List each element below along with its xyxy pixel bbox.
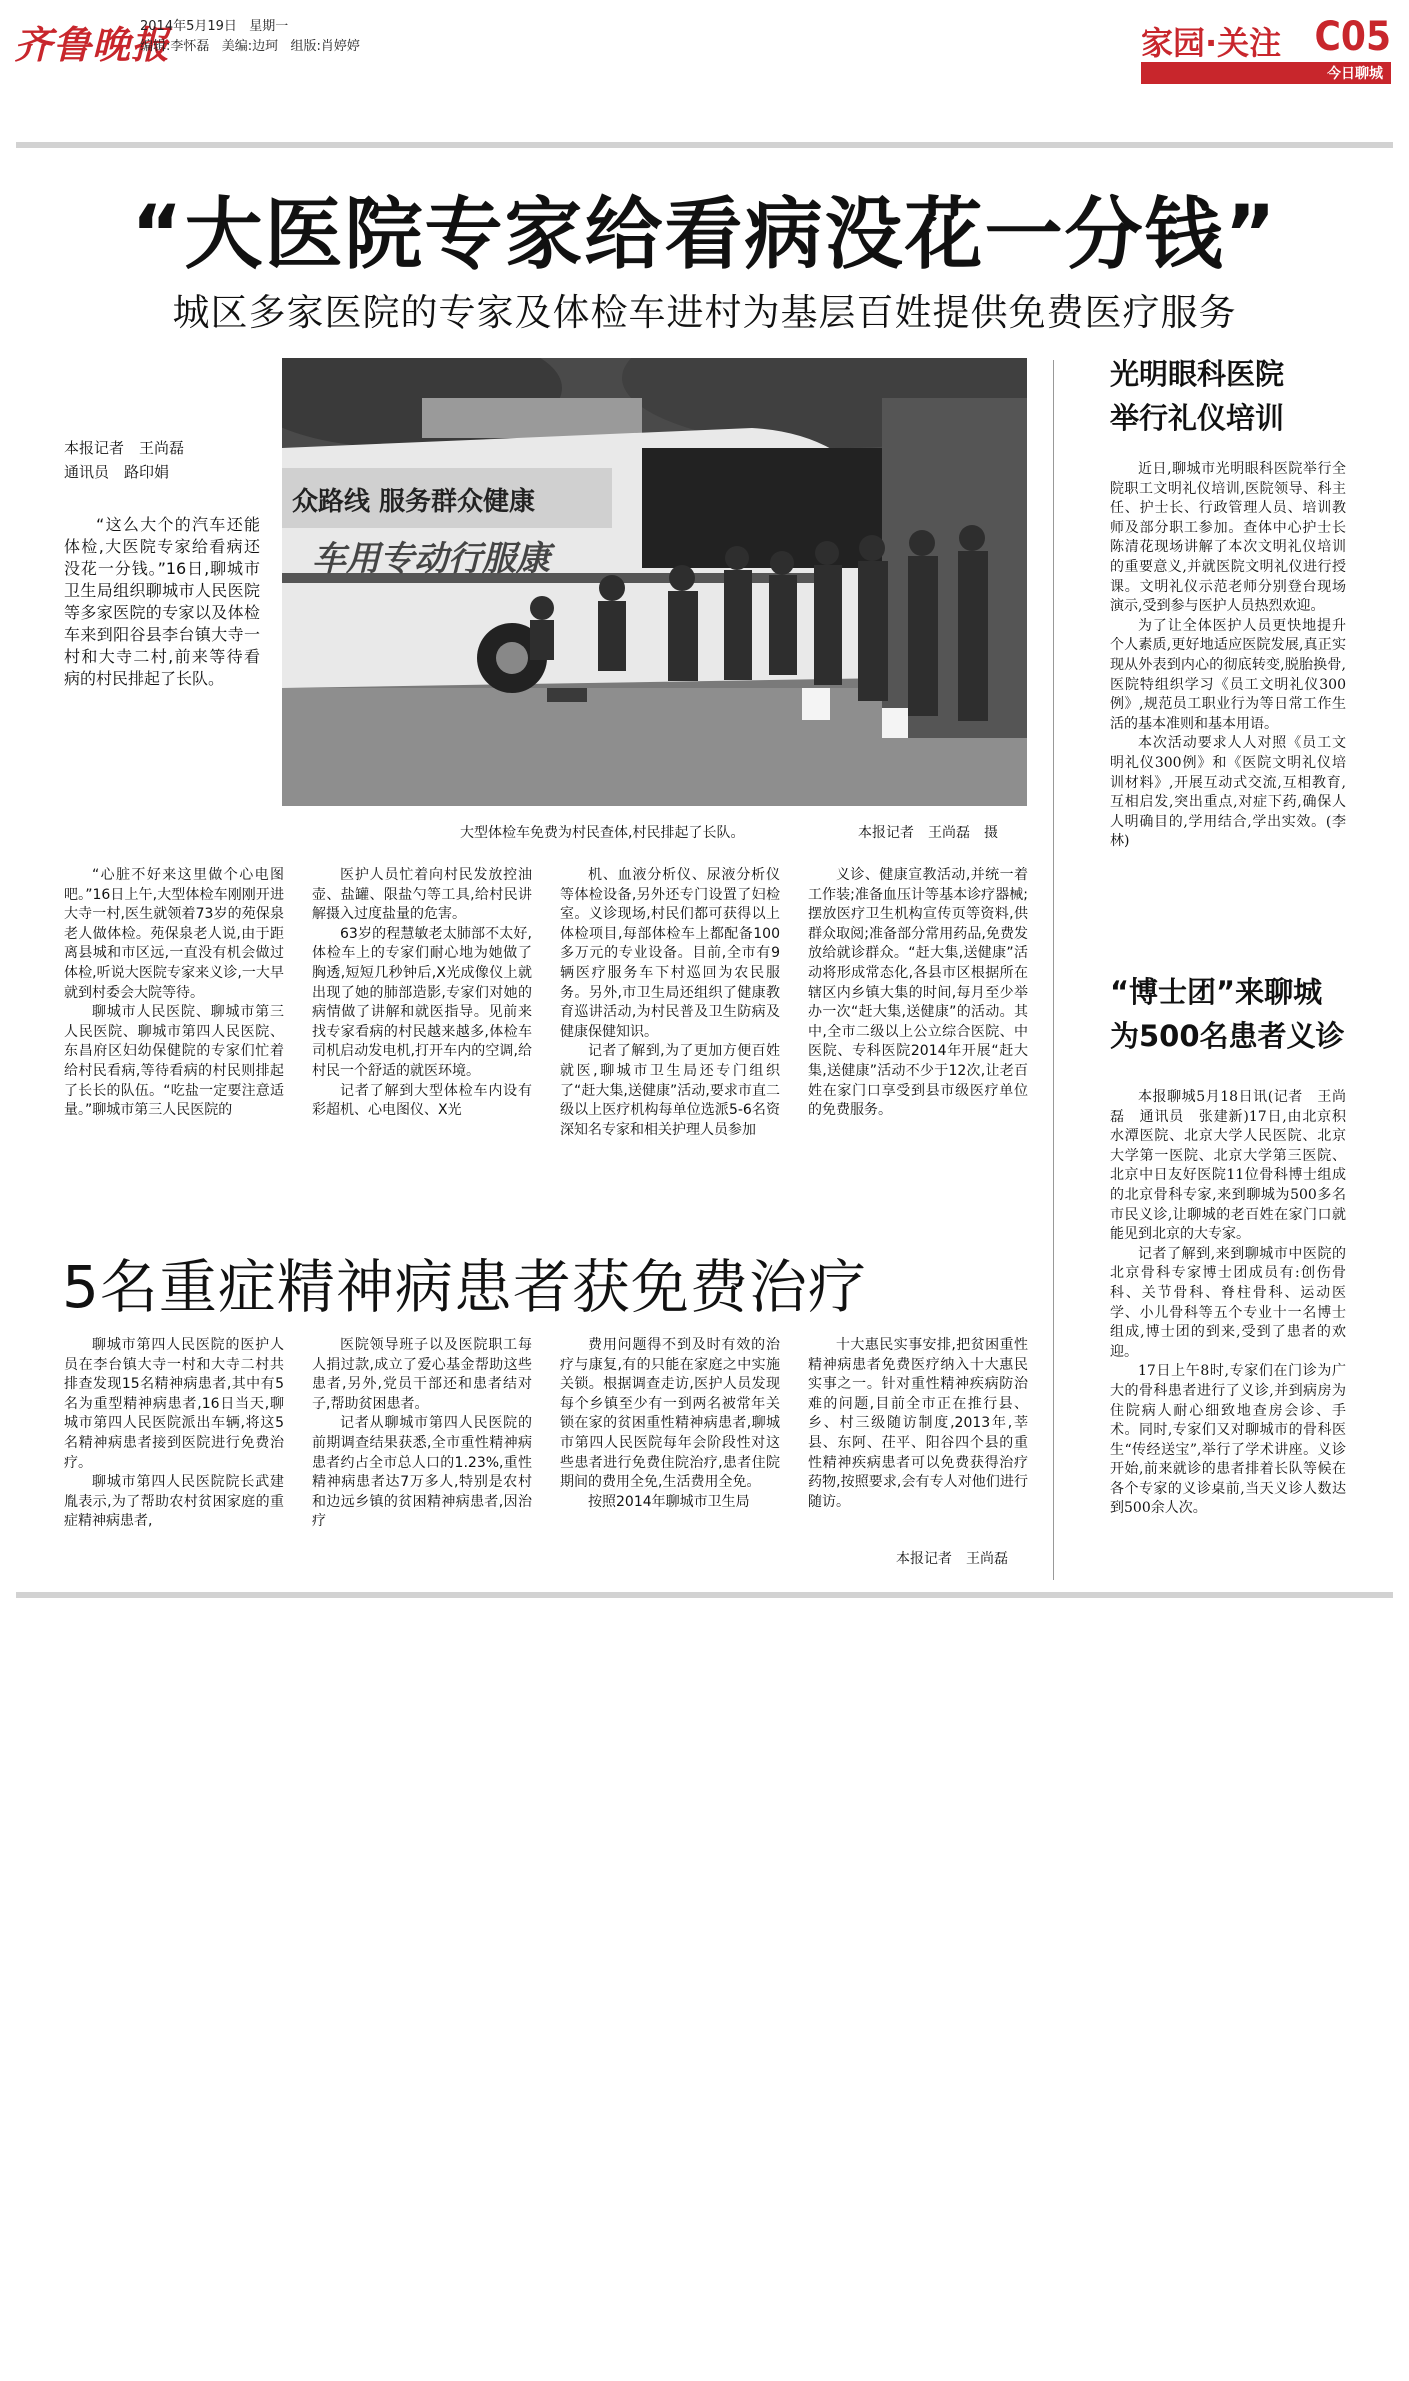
paragraph: 记者从聊城市第四人民医院的前期调查结果获悉,全市重性精神病患者约占全市总人口的1.23%,重性精神病患者达7万多人,特别是农村和边远乡镇的贫困精神病患者,因治疗 <box>312 1415 532 1530</box>
paragraph: 63岁的程慧敏老太肺部不太好,体检车上的专家们耐心地为她做了胸透,短短几秒钟后,X光成像仪上就出现了她的肺部造影,专家们对她的病情做了讲解和就医指导。见前来找专家看病的村民越来越多,体检车司机启动发电机,打开车内的空调,给村民一个舒适的就医环境。 <box>312 925 532 1079</box>
paragraph: 医护人员忙着向村民发放控油壶、盐罐、限盐勺等工具,给村民讲解摄入过度盐量的危害。 <box>312 867 532 923</box>
column-divider <box>1053 360 1054 1580</box>
date-line: 2014年5月19日 星期一 <box>140 19 289 34</box>
sidebar2-body <box>1110 1088 1346 1519</box>
bus-side-text: 车用专动行服康 <box>312 539 550 579</box>
paragraph: 聊城市第四人民医院院长武建胤表示,为了帮助农村贫困家庭的重症精神病患者, <box>64 1474 284 1530</box>
sidebar2-title <box>1110 970 1345 1058</box>
sidebar1-title-line2: 举行礼仪培训 <box>1110 401 1285 435</box>
paragraph: 记者了解到,为了更加方便百姓就医,聊城市卫生局还专门组织了“赶大集,送健康”活动,要求市直二级以上医疗机构每单位选派5-6名资深知名专家和相关护理人员参加 <box>560 1043 780 1138</box>
paragraph: 本报聊城5月18日讯(记者 王尚磊 通讯员 张建新)17日,由北京积水潭医院、北京大学人民医院、北京大学第一医院、北京大学第三医院、北京中日友好医院11位骨科博士组成的北京骨科专家,来到聊城为500多名市民义诊,让聊城的老百姓在家门口就能见到北京的大专家。 <box>1110 1089 1346 1243</box>
article2-credit: 本报记者 王尚磊 <box>896 1551 1008 1567</box>
section-title: 家园·关注 <box>1141 24 1282 62</box>
article1-column-1 <box>64 866 284 1121</box>
sidebar1-title-line1: 光明眼科医院 <box>1110 357 1285 391</box>
article-lead <box>64 514 260 690</box>
paragraph: 医院领导班子以及医院职工每人捐过款,成立了爱心基金帮助这些患者,另外,党员干部还和患者结对子,帮助贫困患者。 <box>312 1337 532 1412</box>
lead-paragraph: “这么大个的汽车还能体检,大医院专家给看病还没花一分钱。”16日,聊城市卫生局组织聊城市人民医院等多家医院的专家以及体检车来到阳谷县李台镇大寺一村和大寺二村,前来等待看病的村民排起了长队。 <box>64 515 260 688</box>
byline-correspondent: 通讯员 路印娟 <box>64 463 170 481</box>
article1-column-3 <box>560 866 780 1140</box>
paragraph: 聊城市人民医院、聊城市第三人民医院、聊城市第四人民医院、东昌府区妇幼保健院的专家们忙着给村民看病,等待看病的村民则排起了长长的队伍。“吃盐一定要注意适量。”聊城市第三人民医院的 <box>64 1004 284 1119</box>
staff-line: 编辑:李怀磊 美编:边珂 组版:肖婷婷 <box>140 39 360 54</box>
paragraph: 记者了解到,来到聊城市中医院的北京骨科专家博士团成员有:创伤骨科、关节骨科、脊柱骨科、运动医学、小儿骨科等五个专业十一名博士组成,博士团的到来,受到了患者的欢迎。 <box>1110 1245 1346 1360</box>
paragraph: 聊城市第四人民医院的医护人员在李台镇大寺一村和大寺二村共排查发现15名精神病患者,其中有5名为重型精神病患者,16日当天,聊城市第四人民医院派出车辆,将这5名精神病患者接到医院进行免费治疗。 <box>64 1337 284 1471</box>
bus-banner-text: 众路线 服务群众健康 <box>292 487 536 517</box>
sidebar2-title-line1: “博士团”来聊城 <box>1110 975 1323 1009</box>
page-subheadline: 城区多家医院的专家及体检车进村为基层百姓提供免费医疗服务 <box>172 291 1237 334</box>
top-rule <box>16 142 1393 148</box>
bus-photo-illustration <box>282 358 1027 806</box>
paragraph: “心脏不好来这里做个心电图吧。”16日上午,大型体检车刚刚开进大寺一村,医生就领着73岁的苑保泉老人做体检。苑保泉老人说,由于距离县城和市区远,一直没有机会做过体检,听说大医院专家来义诊,一大早就到村委会大院等待。 <box>64 867 284 1001</box>
sidebar1-title <box>1110 352 1284 440</box>
byline <box>64 436 184 484</box>
paragraph: 义诊、健康宣教活动,并统一着工作装;准备血压计等基本诊疗器械;摆放医疗卫生机构宣传页等资料,供群众取阅;准备部分常用药品,免费发放给就诊群众。“赶大集,送健康”活动将形成常态化,各县市区根据所在辖区内乡镇大集的时间,每月至少举办一次“赶大集,送健康”的活动。其中,全市二级以上公立综合医院、中医院、专科医院2014年开展“赶大集,送健康”活动不少于12次,让老百姓在家门口享受到县市级医疗单位的免费服务。 <box>808 867 1028 1119</box>
article2-column-1 <box>64 1336 284 1532</box>
article1-column-4 <box>808 866 1028 1121</box>
paragraph: 费用问题得不到及时有效的治疗与康复,有的只能在家庭之中实施关锁。根据调查走访,医护人员发现每个乡镇至少有一到两名被常年关锁在家的贫困重性精神病患者,聊城市第四人民医院每年会阶段性对这些患者进行免费住院治疗,患者住院期间的费用全免,生活费用全免。 <box>560 1337 780 1491</box>
paragraph: 按照2014年聊城市卫生局 <box>588 1493 750 1510</box>
sidebar2-title-line2: 为500名患者义诊 <box>1110 1019 1345 1053</box>
article2-column-2 <box>312 1336 532 1532</box>
paragraph: 十大惠民实事安排,把贫困重性精神病患者免费医疗纳入十大惠民实事之一。针对重性精神疾病防治难的问题,目前全市正在推行县、乡、村三级随访制度,2013年,莘县、东阿、茌平、阳谷四个县的重性精神疾病患者可以免费获得治疗药物,按照要求,会有专人对他们进行随访。 <box>808 1337 1028 1510</box>
paragraph: 本次活动要求人人对照《员工文明礼仪300例》和《医院文明礼仪培训材料》,开展互动式交流,互相教育,互相启发,突出重点,对症下药,确保人人明确目的,学用结合,学出实效。(李林) <box>1110 735 1346 850</box>
main-photo <box>282 358 1027 806</box>
paragraph: 近日,聊城市光明眼科医院举行全院职工文明礼仪培训,医院领导、科主任、护士长、行政管理人员、培训教师及部分职工参加。查体中心护士长陈清花现场讲解了本次文明礼仪培训的重要意义,并就医院文明礼仪进行授课。文明礼仪示范老师分别登台现场演示,受到参与医护人员热烈欢迎。 <box>1110 461 1346 615</box>
page-headline: “大医院专家给看病没花一分钱” <box>131 190 1278 280</box>
photo-caption: 大型体检车免费为村民查体,村民排起了长队。 <box>460 825 745 841</box>
sidebar1-body <box>1110 460 1346 852</box>
article2-title: 5名重症精神病患者获免费治疗 <box>62 1253 867 1321</box>
section-subtitle: 今日聊城 <box>1327 66 1383 82</box>
byline-reporter: 本报记者 王尚磊 <box>64 439 185 457</box>
article2-column-3 <box>560 1336 780 1512</box>
section-header <box>1141 6 1391 82</box>
newspaper-logo: 齐鲁晚报 <box>14 22 171 67</box>
paragraph: 记者了解到大型体检车内设有彩超机、心电图仪、X光 <box>312 1082 532 1119</box>
page-code: C05 <box>1314 14 1391 60</box>
article1-column-2 <box>312 866 532 1121</box>
paragraph: 17日上午8时,专家们在门诊为广大的骨科患者进行了义诊,并到病房为住院病人耐心细致地查房会诊、手术。同时,专家们又对聊城市的骨科医生“传经送宝”,举行了学术讲座。义诊开始,前来就诊的患者排着长队等候在各个专家的义诊桌前,当天义诊人数达到500余人次。 <box>1110 1363 1346 1517</box>
paragraph: 机、血液分析仪、尿液分析仪等体检设备,另外还专门设置了妇检室。义诊现场,村民们都可获得以上体检项目,每部体检车上都配备100多万元的专业设备。目前,全市有9辆医疗服务车下村巡回为农民服务。另外,市卫生局还组织了健康教育巡讲活动,为村民普及卫生防病及健康保健知识。 <box>560 867 780 1040</box>
article2-column-4 <box>808 1336 1028 1512</box>
bottom-rule <box>16 1592 1393 1598</box>
photo-credit: 本报记者 王尚磊 摄 <box>858 825 998 841</box>
paragraph: 为了让全体医护人员更快地提升个人素质,更好地适应医院发展,真正实现从外表到内心的彻底转变,脱胎换骨,医院特组织学习《员工文明礼仪300例》,规范员工职业行为等日常工作生活的基本准则和基本用语。 <box>1110 617 1346 732</box>
